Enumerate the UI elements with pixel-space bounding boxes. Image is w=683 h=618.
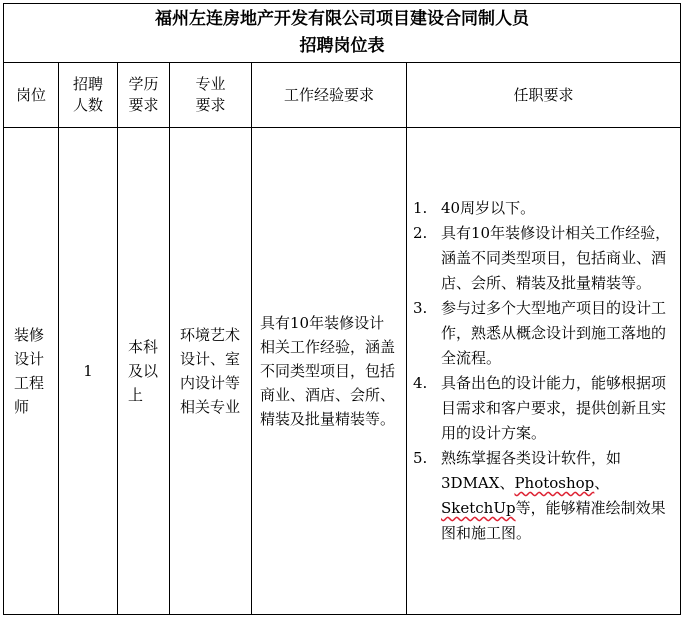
recruitment-table xyxy=(3,3,681,615)
requirement-item-software: 5. 熟练掌握各类设计软件，如3DMAX、Photoshop、SketchUp等，能够精准绘制效果图和施工图。 xyxy=(413,449,666,542)
table-row xyxy=(4,128,681,615)
cell-count: 1 xyxy=(59,128,118,615)
header-count: 招聘 人数 xyxy=(59,63,118,128)
title-line-2: 招聘岗位表 xyxy=(299,36,385,56)
header-experience: 工作经验要求 xyxy=(252,63,407,128)
table-title xyxy=(4,4,681,63)
requirements-list xyxy=(413,196,674,546)
software-sketchup: SketchUp xyxy=(441,499,516,517)
header-education: 学历 要求 xyxy=(118,63,170,128)
cell-education: 本科及以上 xyxy=(118,128,170,615)
cell-major: 环境艺术设计、室内设计等相关专业 xyxy=(170,128,252,615)
cell-position: 装修设计工程师 xyxy=(4,128,59,615)
requirement-item: 1. 40周岁以下。 xyxy=(413,199,536,217)
cell-requirements xyxy=(407,128,681,615)
header-duties: 任职要求 xyxy=(407,63,681,128)
software-photoshop: Photoshop xyxy=(514,474,595,492)
title-line-1: 福州左连房地产开发有限公司项目建设合同制人员 xyxy=(155,9,529,29)
header-position: 岗位 xyxy=(4,63,59,128)
requirement-item: 4. 具备出色的设计能力，能够根据项目需求和客户要求，提供创新且实用的设计方案。 xyxy=(413,374,667,442)
requirement-item: 3. 参与过多个大型地产项目的设计工作，熟悉从概念设计到施工落地的全流程。 xyxy=(413,299,667,367)
header-major: 专业 要求 xyxy=(170,63,252,128)
header-row xyxy=(4,63,681,128)
requirement-item: 2. 具有10年装修设计相关工作经验，涵盖不同类型项目，包括商业、酒店、会所、精装及批量精装等。 xyxy=(413,224,671,292)
cell-experience: 具有10年装修设计相关工作经验，涵盖不同类型项目，包括商业、酒店、会所、精装及批量精装等。 xyxy=(252,128,407,615)
